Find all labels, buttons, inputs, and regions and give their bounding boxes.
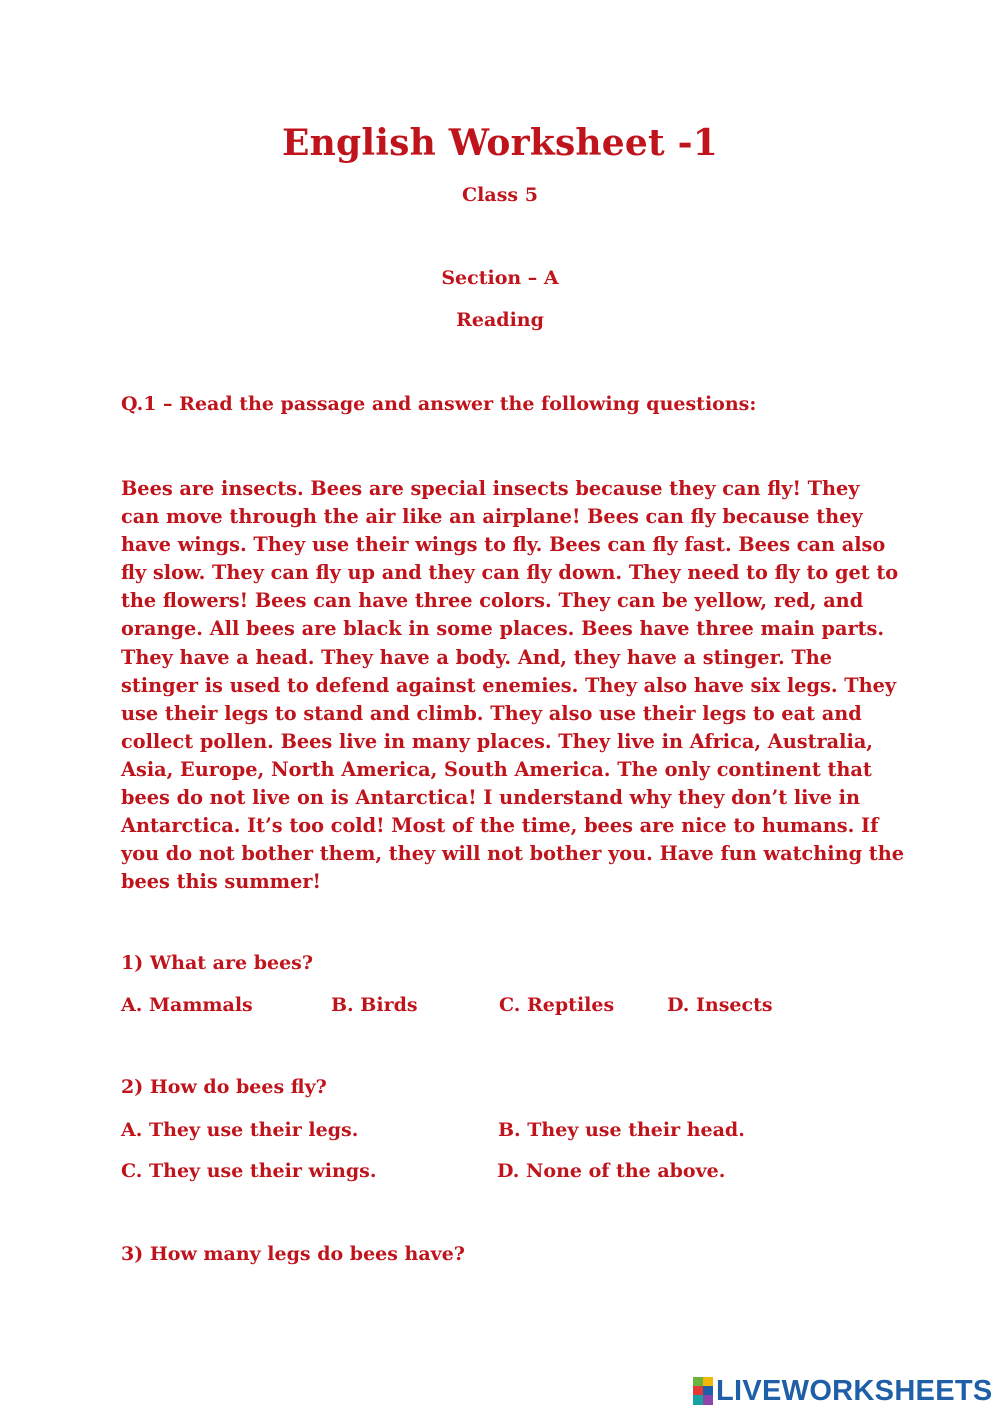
passage-line: the flowers! Bees can have three colors. They can be yellow, red, and (121, 589, 864, 613)
q1-option-a[interactable]: A. Mammals (121, 994, 253, 1016)
liveworksheets-logo-text: LIVEWORKSHEETS (716, 1374, 993, 1407)
passage-line: Antarctica. It’s too cold! Most of the time, bees are nice to humans. If (121, 814, 879, 838)
q2-option-d[interactable]: D. None of the above. (497, 1160, 726, 1182)
passage-line: collect pollen. Bees live in many places. They live in Africa, Australia, (121, 729, 874, 753)
passage-line: Bees are insects. Bees are special insects because they can fly! They (121, 477, 860, 500)
q1-option-c[interactable]: C. Reptiles (499, 994, 615, 1016)
q2-option-a[interactable]: A. They use their legs. (121, 1119, 359, 1141)
passage-line: Asia, Europe, North America, South America. The only continent that (121, 757, 872, 781)
reading-label: Reading (456, 309, 544, 331)
q2-option-c[interactable]: C. They use their wings. (121, 1160, 377, 1182)
passage-line: have wings. They use their wings to fly. Bees can fly fast. Bees can also (121, 533, 886, 557)
question-3-text: 3) How many legs do bees have? (121, 1243, 465, 1265)
passage-line: can move through the air like an airplane! Bees can fly because they (121, 505, 863, 529)
worksheet-title: English Worksheet -1 (282, 122, 718, 164)
passage-line: bees do not live on is Antarctica! I understand why they don’t live in (121, 786, 861, 810)
section-label: Section – A (441, 267, 559, 289)
q1-option-b[interactable]: B. Birds (331, 994, 418, 1016)
passage-line: fly slow. They can fly up and they can fly down. They need to fly to get to (121, 561, 899, 585)
liveworksheets-logo-icon (693, 1377, 713, 1405)
question-1-prompt: Q.1 – Read the passage and answer the following questions: (121, 393, 757, 415)
question-2-text: 2) How do bees fly? (121, 1076, 327, 1098)
reading-passage (121, 475, 904, 896)
q1-option-d[interactable]: D. Insects (667, 994, 773, 1016)
passage-line: orange. All bees are black in some places. Bees have three main parts. (121, 617, 885, 641)
passage-line: stinger is used to defend against enemies. They also have six legs. They (121, 673, 897, 697)
class-label: Class 5 (462, 184, 538, 206)
q2-option-b[interactable]: B. They use their head. (498, 1119, 745, 1141)
passage-line: bees this summer! (121, 870, 321, 894)
passage-line: They have a head. They have a body. And, they have a stinger. The (121, 645, 833, 669)
liveworksheets-logo (693, 1374, 993, 1408)
passage-line: you do not bother them, they will not bother you. Have fun watching the (121, 842, 904, 866)
passage-line: use their legs to stand and climb. They also use their legs to eat and (121, 701, 862, 725)
question-1-text: 1) What are bees? (121, 952, 313, 974)
